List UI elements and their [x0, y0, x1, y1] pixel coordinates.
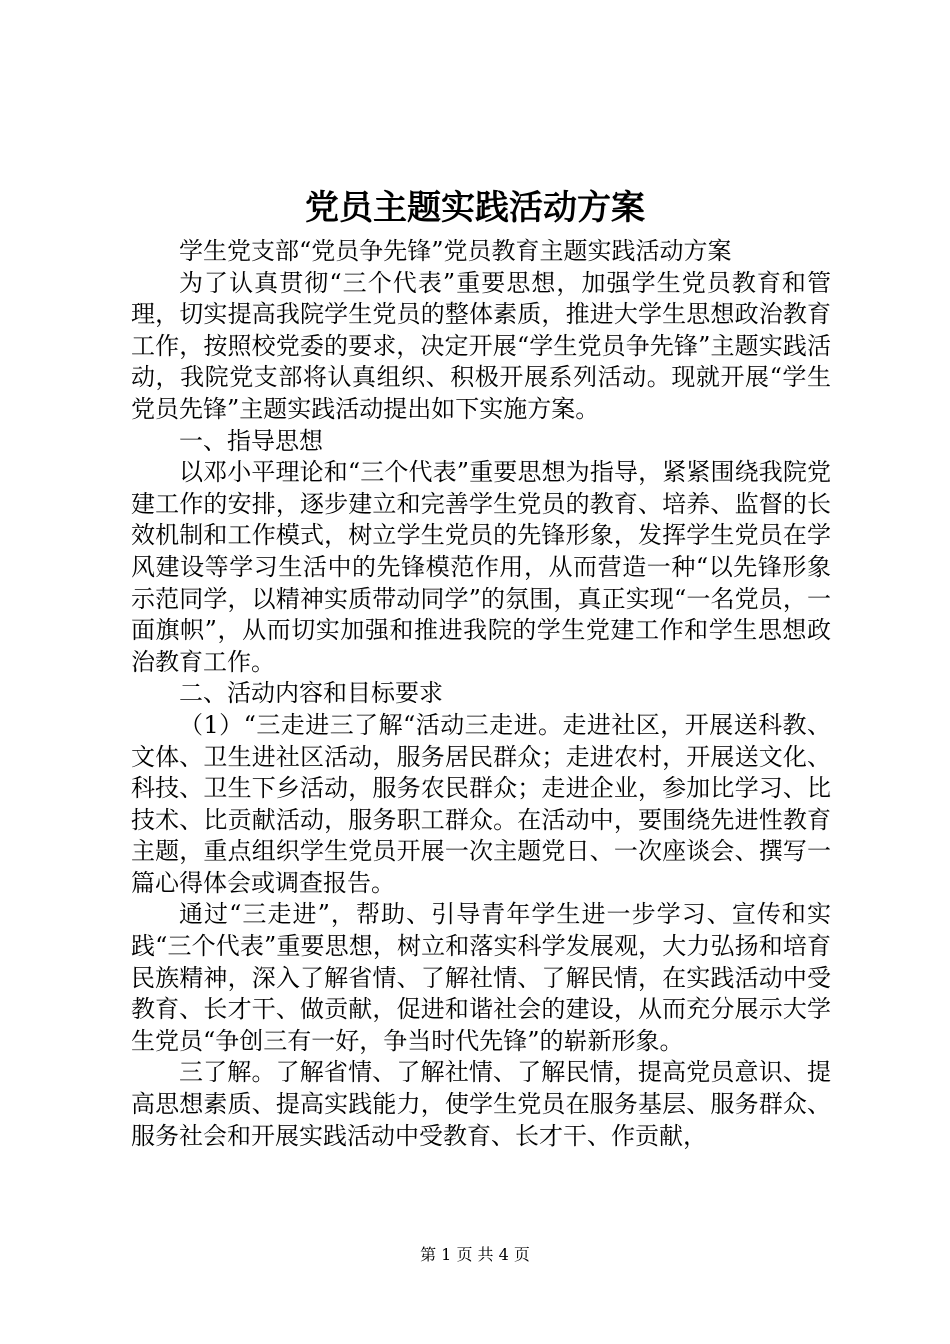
- paragraph-through-three-visits: 通过“三走进”，帮助、引导青年学生进一步学习、宣传和实践“三个代表”重要思想，树立和落实科学发展观，大力弘扬和培育民族精神，深入了解省情、了解社情、了解民情，在实践活动中受教育、长才干、做贡献，促进和谐社会的建设，从而充分展示大学生党员“争创三有一好，争当时代先锋”的崭新形象。: [131, 900, 831, 1055]
- paragraph-subtitle: 学生党支部“党员争先锋”党员教育主题实践活动方案: [179, 237, 732, 265]
- document-title: 党员主题实践活动方案: [305, 188, 645, 228]
- paragraph-three-understandings: 三了解。了解省情、了解社情、了解民情，提高党员意识、提高思想素质、提高实践能力，使学生党员在服务基层、服务群众、服务社会和开展实践活动中受教育、长才干、作贡献，: [131, 1058, 831, 1150]
- page-footer: 第 1 页 共 4 页: [420, 1245, 530, 1264]
- paragraph-guiding-ideology: 以邓小平理论和“三个代表”重要思想为指导，紧紧围绕我院党建工作的安排，逐步建立和完善学生党员的教育、培养、监督的长效机制和工作模式，树立学生党员的先锋形象，发挥学生党员在学风建设等学习生活中的先锋模范作用，从而营造一种“以先锋形象示范同学，以精神实质带动同学”的氛围，真正实现“一名党员，一面旗帜”，从而切实加强和推进我院的学生党建工作和学生思想政治教育工作。: [131, 458, 831, 676]
- section-heading-activity-content: 二、活动内容和目标要求: [179, 679, 443, 708]
- section-heading-guiding-ideology: 一、指导思想: [179, 426, 323, 455]
- paragraph-intro: 为了认真贯彻“三个代表”重要思想，加强学生党员教育和管理，切实提高我院学生党员的整体素质，推进大学生思想政治教育工作，按照校党委的要求，决定开展“学生党员争先锋”主题实践活动，我院党支部将认真组织、积极开展系列活动。现就开展“学生党员先锋”主题实践活动提出如下实施方案。: [131, 268, 831, 423]
- document-body: [131, 236, 831, 1152]
- paragraph-three-visits: （1）“三走进三了解“活动三走进。走进社区，开展送科教、文体、卫生进社区活动，服务居民群众；走进农村，开展送文化、科技、卫生下乡活动，服务农民群众；走进企业，参加比学习、比技术、比贡献活动，服务职工群众。在活动中，要围绕先进性教育主题，重点组织学生党员开展一次主题党日、一次座谈会、撰写一篇心得体会或调查报告。: [131, 710, 831, 897]
